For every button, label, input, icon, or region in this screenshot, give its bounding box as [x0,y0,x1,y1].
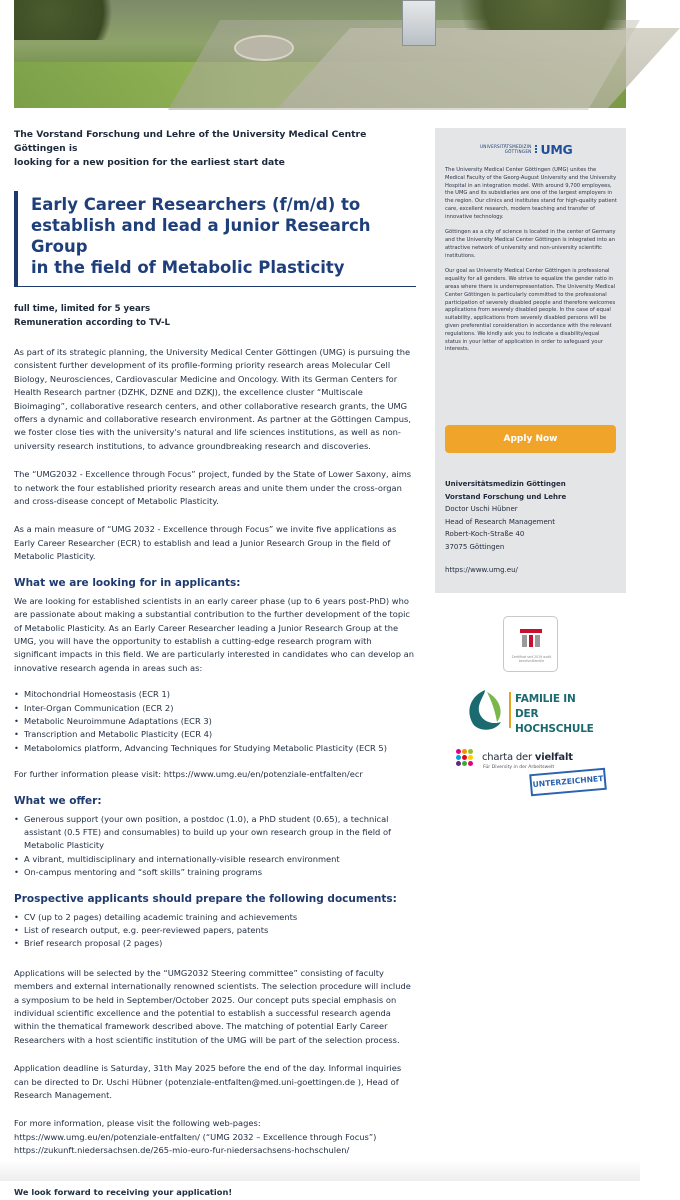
heading-offer: What we offer: [14,794,102,807]
contact-block: Universitätsmedizin Göttingen Vorstand Forschung und Lehre Doctor Uschi Hübner Head of Research Management Robert-Koch-Straße 40 37075 Göttingen https://www.umg.eu/ [445,478,620,577]
list-item: • Inter-Organ Communication (ECR 2) [14,702,416,715]
documents-list [14,911,416,951]
heading-looking-for: What we are looking for in applicants: [14,576,241,589]
paragraph-selection: Applications will be selected by the “UMG2032 Steering committee” consisting of faculty members and external internationally renowned scientists. The selection procedure will include a symposium to be held in September/October 2025. Our concept puts special emphasis on individual scientific excellence and the potential to establish a successful research agenda within the thematical framework described above. The matching of potential Early Career Researchers with a host scientific institution of the UMG will be part of the selection process. [14,967,411,1045]
link-zukunft-niedersachsen[interactable]: https://zukunft.niedersachsen.de/265-mio-euro-fur-niedersachsens-hochschulen/ [14,1145,350,1156]
umg-website-link[interactable]: https://www.umg.eu/ [445,566,518,574]
apply-now-button[interactable]: Apply Now [445,425,616,453]
job-title: Early Career Researchers (f/m/d) to establish and lead a Junior Research Group in the field of Metabolic Plasticity [31,195,371,277]
audit-berufundfamilie-logo: Zertifikat seit 2019 audit berufundfamilie [503,616,558,672]
closing-line: We look forward to receiving your application! [14,1187,233,1198]
charta-dots-icon [456,749,478,773]
audit-mark-icon [520,626,542,648]
sidebar-description: The University Medical Center Göttingen (UMG) unites the Medical Faculty of the Georg-August University and the University Hospital in an integration model. With around 9,700 employees, the UMG and its subsidiaries are one of the largest employers in the region. Our clinics and institutes stand for high-quality patient care, excellent research, modern teaching and transfer of innovative technology. Göttingen as a city of science is located in the center of Germany and the University Medical Center Göttingen is integrated into an attractive network of university and non-university scientific institutions. Our goal as University Medical Center Göttingen is professional equality for all genders. We strive to equalize the gender ratio in areas where there is underrepresentation. The University Medical Center Göttingen is particularly committed to the professional participation of severely disabled people and therefore welcomes applications from severely disabled people. In the case of equal suitability, applications from severely disabled persons will be given preferential consideration in accordance with the relevant regulations. We kindly ask you to indicate a disability/equal status in your letter of application in order to safeguard your interests. [445,167,617,353]
list-item: • On-campus mentoring and “soft skills” training programs [14,866,416,879]
paragraph-looking-for: We are looking for established scientists in an early career phase (up to 6 years post-PhD) who are passionate about making a substantial contribution to the further development of the topic of Metabolic Plasticity. As an Early Career Researcher leading a Junior Research Group at the UMG, you will have the opportunity to establish a cutting-edge research program with significant impacts in this field. We are particularly interested in candidates who can develop an innovative research agenda in areas such as: [14,595,414,673]
paragraph-measure: As a main measure of “UMG 2032 - Excellence through Focus” we invite five applications as Early Career Researcher (ECR) to establish and lead a Junior Research Group in the field of Metabolic Plasticity. [14,524,397,562]
paragraph-strategy: As part of its strategic planning, the University Medical Center Göttingen (UMG) is pursuing the consistent further development of its profile-forming priority research areas Molecular Cell Biology, Neurosciences, Cardiovascular Medicine and Oncology. With its German Centers for Health Research partner (DZHK, DZNE and DZKJ), the excellence cluster “Multiscale Bioimaging”, collaborative research centers, and other collaborative research grants, the UMG offers a dynamic and collaborative research environment. As partner at the Göttingen Campus, we foster close ties with the university's natural and life sciences institutions, as well as non-university research institutions, to advance groundbreaking research and discoveries. [14,347,411,451]
link-umg-potenziale[interactable]: https://www.umg.eu/en/potenziale-entfalten/ (“UMG 2032 – Excellence through Focus”) [14,1131,377,1142]
heading-documents: Prospective applicants should prepare the following documents: [14,892,397,905]
paragraph-deadline: Application deadline is Saturday, 31th May 2025 before the end of the day. Informal inquiries can be directed to Dr. Uschi Hübner (potenziale-entfalten@med.uni-goettingen.de ), Head of Research Management. [14,1063,402,1101]
list-item: • Generous support (your own position, a postdoc (1.0), a PhD student (0.65), a technical assistant (0.5 FTE) and consumables) to build up your own research group in the field of Metabolic Plasticity [14,813,416,853]
logo-dots-icon [535,145,538,153]
list-item: • Transcription and Metabolic Plasticity (ECR 4) [14,728,416,741]
sidebar-panel [435,128,626,593]
list-item: • Brief research proposal (2 pages) [14,937,416,950]
intro-text: The Vorstand Forschung und Lehre of the University Medical Centre Göttingen is looking for a new position for the earliest start date [14,129,367,168]
list-item: • A vibrant, multidisciplinary and internationally-visible research environment [14,853,416,866]
job-posting-main [14,128,416,1200]
job-title-box [14,191,416,287]
list-item: • CV (up to 2 pages) detailing academic training and achievements [14,911,416,924]
umg-logo: UNIVERSITÄTSMEDIZIN GÖTTINGEN UMG [480,141,573,157]
list-item: • List of research output, e.g. peer-reviewed papers, patents [14,924,416,937]
list-item: • Metabolic Neuroimmune Adaptations (ECR 3) [14,715,416,728]
employment-terms: full time, limited for 5 years Remuneration according to TV-L [14,304,170,328]
paragraph-project: The “UMG2032 - Excellence through Focus” project, funded by the State of Lower Saxony, aims to network the four established priority research areas and unite them under the cross-organ and cross-disease concept of Metabolic Plasticity. [14,469,412,507]
offer-list [14,813,416,880]
research-areas-list [14,688,416,755]
list-item: • Metabolomics platform, Advancing Techniques for Studying Metabolic Plasticity (ECR 5) [14,742,416,755]
charta-der-vielfalt-logo: charta der vielfalt Für Diversity in der Arbeitswelt UNTERZEICHNET [456,749,608,797]
unterzeichnet-stamp: UNTERZEICHNET [529,768,607,797]
list-item: • Mitochondrial Homeostasis (ECR 1) [14,688,416,701]
more-info-block: For more information, please visit the following web-pages: https://www.umg.eu/en/potenziale-entfalten/ (“UMG 2032 – Excellence through Focus”) https://zukunft.niedersachsen.de/265-mio-euro-fur-niedersachsens-hochschulen/ [14,1117,416,1171]
page-bottom-edge [0,1160,640,1181]
header-campus-photo [14,0,626,108]
family-leaf-icon [465,688,505,732]
familie-in-der-hochschule-logo: FAMILIE IN DER HOCHSCHULE [465,688,600,732]
further-info-link[interactable]: For further information please visit: https://www.umg.eu/en/potenziale-entfalten/ecr [14,769,363,780]
